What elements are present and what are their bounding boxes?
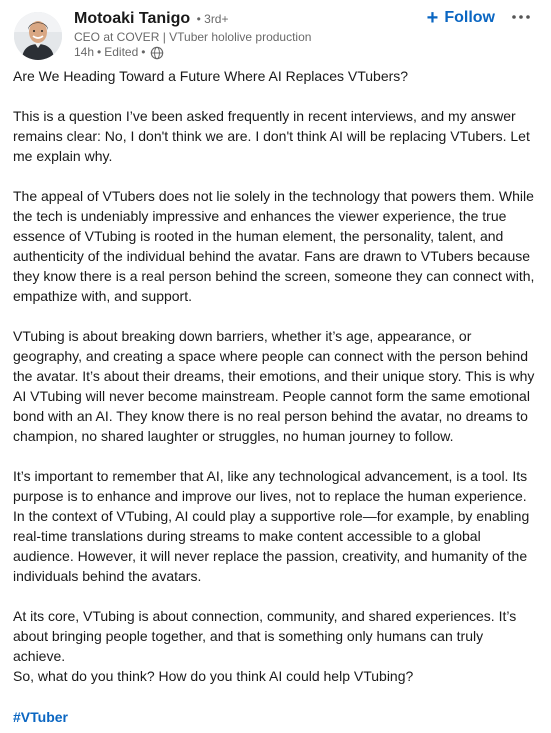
post-paragraph: It’s important to remember that AI, like any technological advancement, is a tool. Its purpose is to enhance and improve our lives, not to replace the human experience. In the context of VTubing, AI could play a supportive role—for example, by enabling real-time translations during streams to make content accessible to a global audience. However, it will never replace the passion, creativity, and humanity of the individuals behind the avatars. [13,468,530,584]
meta-separator-2: • [141,45,146,59]
avatar[interactable] [14,12,62,60]
avatar-photo [14,12,62,60]
more-options-button[interactable] [509,8,533,26]
post-actor [74,8,414,60]
follow-button[interactable] [427,8,495,28]
name-line [74,8,414,30]
post-meta [74,45,414,60]
post-header [14,8,539,64]
post-paragraph: VTubing is about breaking down barriers, whether it’s age, appearance, or geography, and creating a space where people can connect with the person behind the avatar. It’s about their dreams, their emotions, and their unique story. This is why AI VTubing will never become mainstream. People cannot form the same emotional bond with an AI. They know there is no real person behind the avatar, no dreams to champion, no shared laughter or struggles, no human journey to follow. [13,328,535,444]
edited-label: Edited [104,45,139,59]
plus-icon: + [426,7,439,29]
post-paragraph: This is a question I’ve been asked frequently in recent interviews, and my answer remains clear: No, I don't think we are. I don't think AI will be replacing VTubers. Let me explain why. [13,108,530,164]
globe-icon [150,46,164,60]
degree-separator: • [196,12,201,26]
post-paragraph: The appeal of VTubers does not lie solely in the technology that powers them. While the tech is undeniably impressive and enhances the viewer experience, the true essence of VTubing is rooted in the human element, the personality, talent, and authenticity of the individual behind the avatar. Fans are drawn to VTubers because they know there is a real person behind the screen, someone they can connect with, empathize with, and support. [13,188,535,304]
post-title: Are We Heading Toward a Future Where AI Replaces VTubers? [13,68,409,84]
post-paragraph: At its core, VTubing is about connection, community, and shared experiences. It’s about bringing people together, and that is something only humans can truly achieve. [13,608,517,664]
post-time: 14h [74,45,95,59]
author-name[interactable]: Motoaki Tanigo [74,10,191,27]
follow-label: Follow [444,9,495,26]
post-question: So, what do you think? How do you think AI could help VTubing? [13,668,414,684]
degree-sep [197,12,229,26]
connection-degree: 3rd+ [204,12,229,26]
post-body [13,66,539,686]
more-horizontal-icon [509,8,533,26]
hashtag-link[interactable]: #VTuber [13,709,68,725]
author-headline: CEO at COVER | VTuber hololive production [74,30,312,44]
meta-separator: • [97,45,102,59]
